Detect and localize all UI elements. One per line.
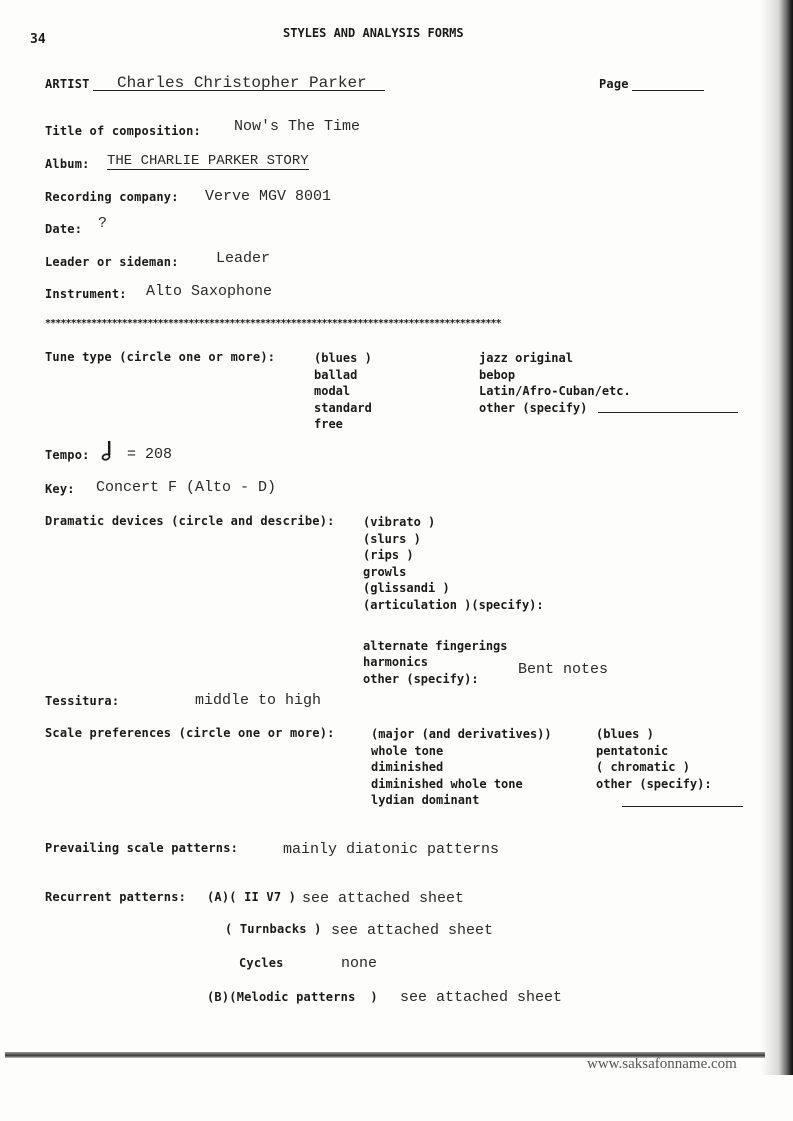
leader-or-sideman-value[interactable]: Leader [216,250,271,267]
melodic-patterns-value[interactable]: see attached sheet [400,989,563,1006]
recording-company-value[interactable]: Verve MGV 8001 [205,188,332,205]
turnbacks-value[interactable]: see attached sheet [331,922,494,939]
instrument-label: Instrument: [45,287,127,301]
scale-option[interactable]: lydian dominant [371,793,480,807]
tune-type-label: Tune type (circle one or more): [45,350,276,364]
cycles-label[interactable]: Cycles [239,956,284,970]
dramatic-devices-label: Dramatic devices (circle and describe): [45,514,335,528]
dramatic-device-option[interactable]: growls [363,564,407,579]
page-right-edge-shadow [761,0,793,1075]
key-value[interactable]: Concert F (Alto - D) [96,479,277,496]
scale-option[interactable]: diminished [371,760,444,774]
turnbacks-label[interactable]: ( Turnbacks ) [225,922,322,936]
dramatic-device-option[interactable]: (vibrato ) [363,515,436,529]
prevailing-scale-patterns-label: Prevailing scale patterns: [45,841,239,855]
page-field-input[interactable] [632,90,704,91]
artist-value[interactable]: Charles Christopher Parker [117,74,367,92]
page-field-label: Page [599,77,629,91]
title-of-composition-label: Title of composition: [45,124,201,138]
scale-other-field[interactable] [622,806,743,807]
scale-option[interactable]: other (specify): [596,776,712,791]
scale-option[interactable]: ( chromatic ) [596,760,690,774]
tessitura-label: Tessitura: [45,694,120,708]
scale-preferences-column2 [596,726,712,792]
tune-type-option[interactable]: free [314,417,343,431]
dramatic-device-gap [363,630,544,638]
date-label: Date: [45,222,83,236]
dramatic-device-other-label: other (specify): [363,671,479,686]
tune-type-option[interactable]: ballad [314,367,358,382]
album-label: Album: [45,157,90,171]
dramatic-device-option[interactable]: (rips ) [363,548,414,562]
tessitura-value[interactable]: middle to high [195,692,322,709]
title-of-composition-value[interactable]: Now's The Time [234,118,361,135]
tune-type-option[interactable]: bebop [479,367,516,382]
tune-type-column1 [314,350,372,433]
recording-company-label: Recording company: [45,190,179,204]
tune-type-option[interactable]: Latin/Afro-Cuban/etc. [479,384,631,398]
separator-row: ***************************************************************************************** [45,318,501,329]
scale-option[interactable]: (blues ) [596,727,654,741]
tune-type-other-field[interactable] [598,412,738,413]
dramatic-device-option[interactable]: (glissandi ) [363,581,450,595]
tune-type-option[interactable]: (blues ) [314,351,372,365]
artist-label: ARTIST [45,77,90,91]
dramatic-device-spacer [363,613,544,630]
prevailing-scale-patterns-value[interactable]: mainly diatonic patterns [283,841,500,858]
scale-option[interactable]: whole tone [371,743,444,758]
half-note-icon [100,438,122,464]
dramatic-device-option[interactable]: (slurs ) [363,531,421,546]
page-title: STYLES AND ANALYSIS FORMS [283,26,464,40]
recurrent-patterns-label: Recurrent patterns: [45,890,187,904]
tempo-value[interactable]: = 208 [127,446,173,463]
tune-type-option[interactable]: jazz original [479,351,573,365]
melodic-patterns-label[interactable]: (B)(Melodic patterns ) [207,990,378,1004]
watermark: www.saksafonname.com [587,1056,737,1072]
key-label: Key: [45,482,75,496]
tune-type-option[interactable]: modal [314,384,351,398]
dramatic-device-option[interactable]: alternate fingerings [363,638,508,653]
page-number: 34 [30,32,46,47]
scale-option[interactable]: pentatonic [596,743,669,758]
scale-preferences-label: Scale preferences (circle one or more): [45,726,335,740]
dramatic-devices-list [363,514,544,687]
recurrent-pattern-a-label[interactable]: (A)( II V7 ) [207,890,297,904]
cycles-value[interactable]: none [341,955,378,972]
dramatic-device-option[interactable]: (articulation )(specify): [363,597,544,612]
tune-type-option[interactable]: other (specify) [479,400,588,415]
scale-preferences-column1 [371,726,552,809]
album-value[interactable]: THE CHARLIE PARKER STORY [107,153,309,169]
dramatic-device-other-value[interactable]: Bent notes [518,661,609,678]
leader-or-sideman-label: Leader or sideman: [45,255,179,269]
tune-type-column2 [479,350,631,416]
tempo-label: Tempo: [45,448,90,462]
scale-option[interactable]: diminished whole tone [371,776,523,791]
instrument-value[interactable]: Alto Saxophone [146,283,273,300]
recurrent-pattern-a-value[interactable]: see attached sheet [302,890,465,907]
date-value[interactable]: ? [98,215,108,232]
dramatic-device-option[interactable]: harmonics [363,655,429,669]
tune-type-option[interactable]: standard [314,400,372,415]
scale-option[interactable]: (major (and derivatives)) [371,727,552,741]
